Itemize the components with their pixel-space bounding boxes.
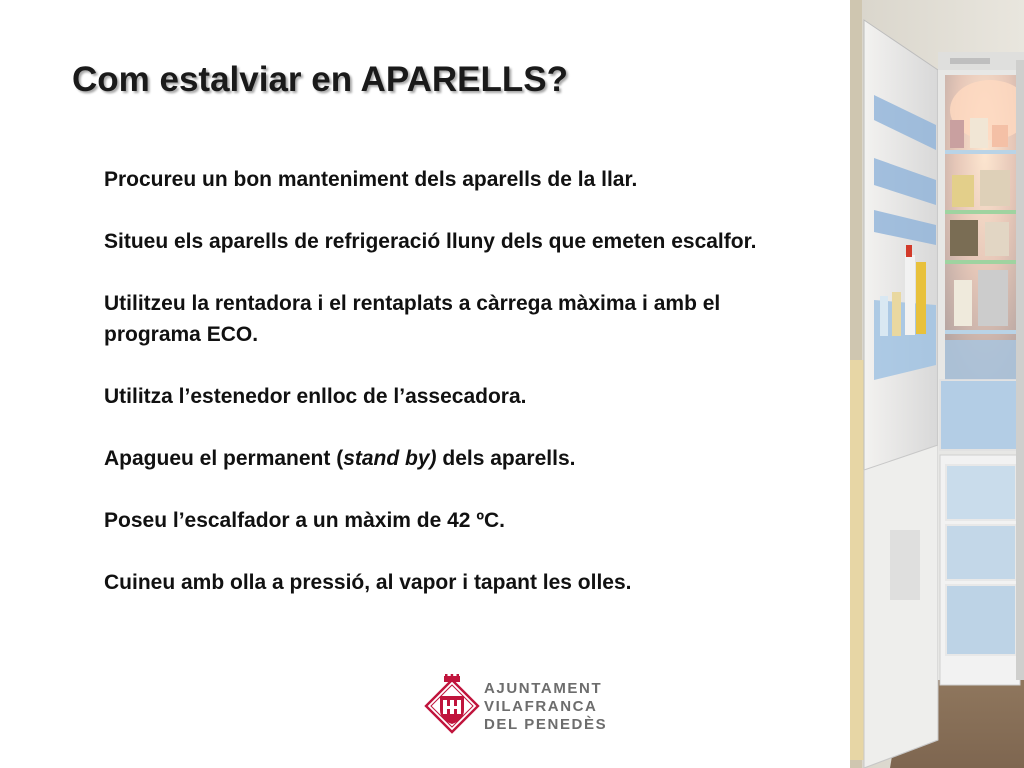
- tip-standby-italic: stand by): [343, 447, 437, 470]
- coat-of-arms-icon: [424, 674, 480, 734]
- tip-refrigeration: Situeu els aparells de refrigeració lluny dels que emeten escalfor.: [104, 230, 757, 253]
- ajuntament-logo: [424, 674, 608, 738]
- tip-standby: [104, 443, 804, 474]
- logo-wordmark: [484, 680, 607, 734]
- tip-cooking: Cuineu amb olla a pressió, al vapor i tapant les olles.: [104, 571, 632, 594]
- tip-standby-before: Apagueu el permanent (: [104, 447, 344, 470]
- tip-washing: Utilitzeu la rentadora i el rentaplats a càrrega màxima i amb el programa ECO.: [104, 292, 721, 346]
- tip-standby-after: dels aparells.: [436, 447, 576, 470]
- tip-water-heater: Poseu l’escalfador a un màxim de 42 ºC.: [104, 509, 505, 532]
- tip-clothesline: Utilitza l’estenedor enlloc de l’assecadora.: [104, 385, 527, 408]
- fridge-image: [850, 0, 1024, 768]
- slide-title: Com estalviar en APARELLS?: [72, 60, 568, 99]
- logo-line-3: DEL PENEDÈS: [484, 716, 608, 733]
- tips-list: [104, 164, 804, 598]
- fridge-photo: [850, 0, 1024, 768]
- logo-line-2: VILAFRANCA: [484, 698, 598, 715]
- tip-maintenance: Procureu un bon manteniment dels aparells de la llar.: [104, 168, 638, 191]
- logo-line-1: AJUNTAMENT: [484, 680, 603, 697]
